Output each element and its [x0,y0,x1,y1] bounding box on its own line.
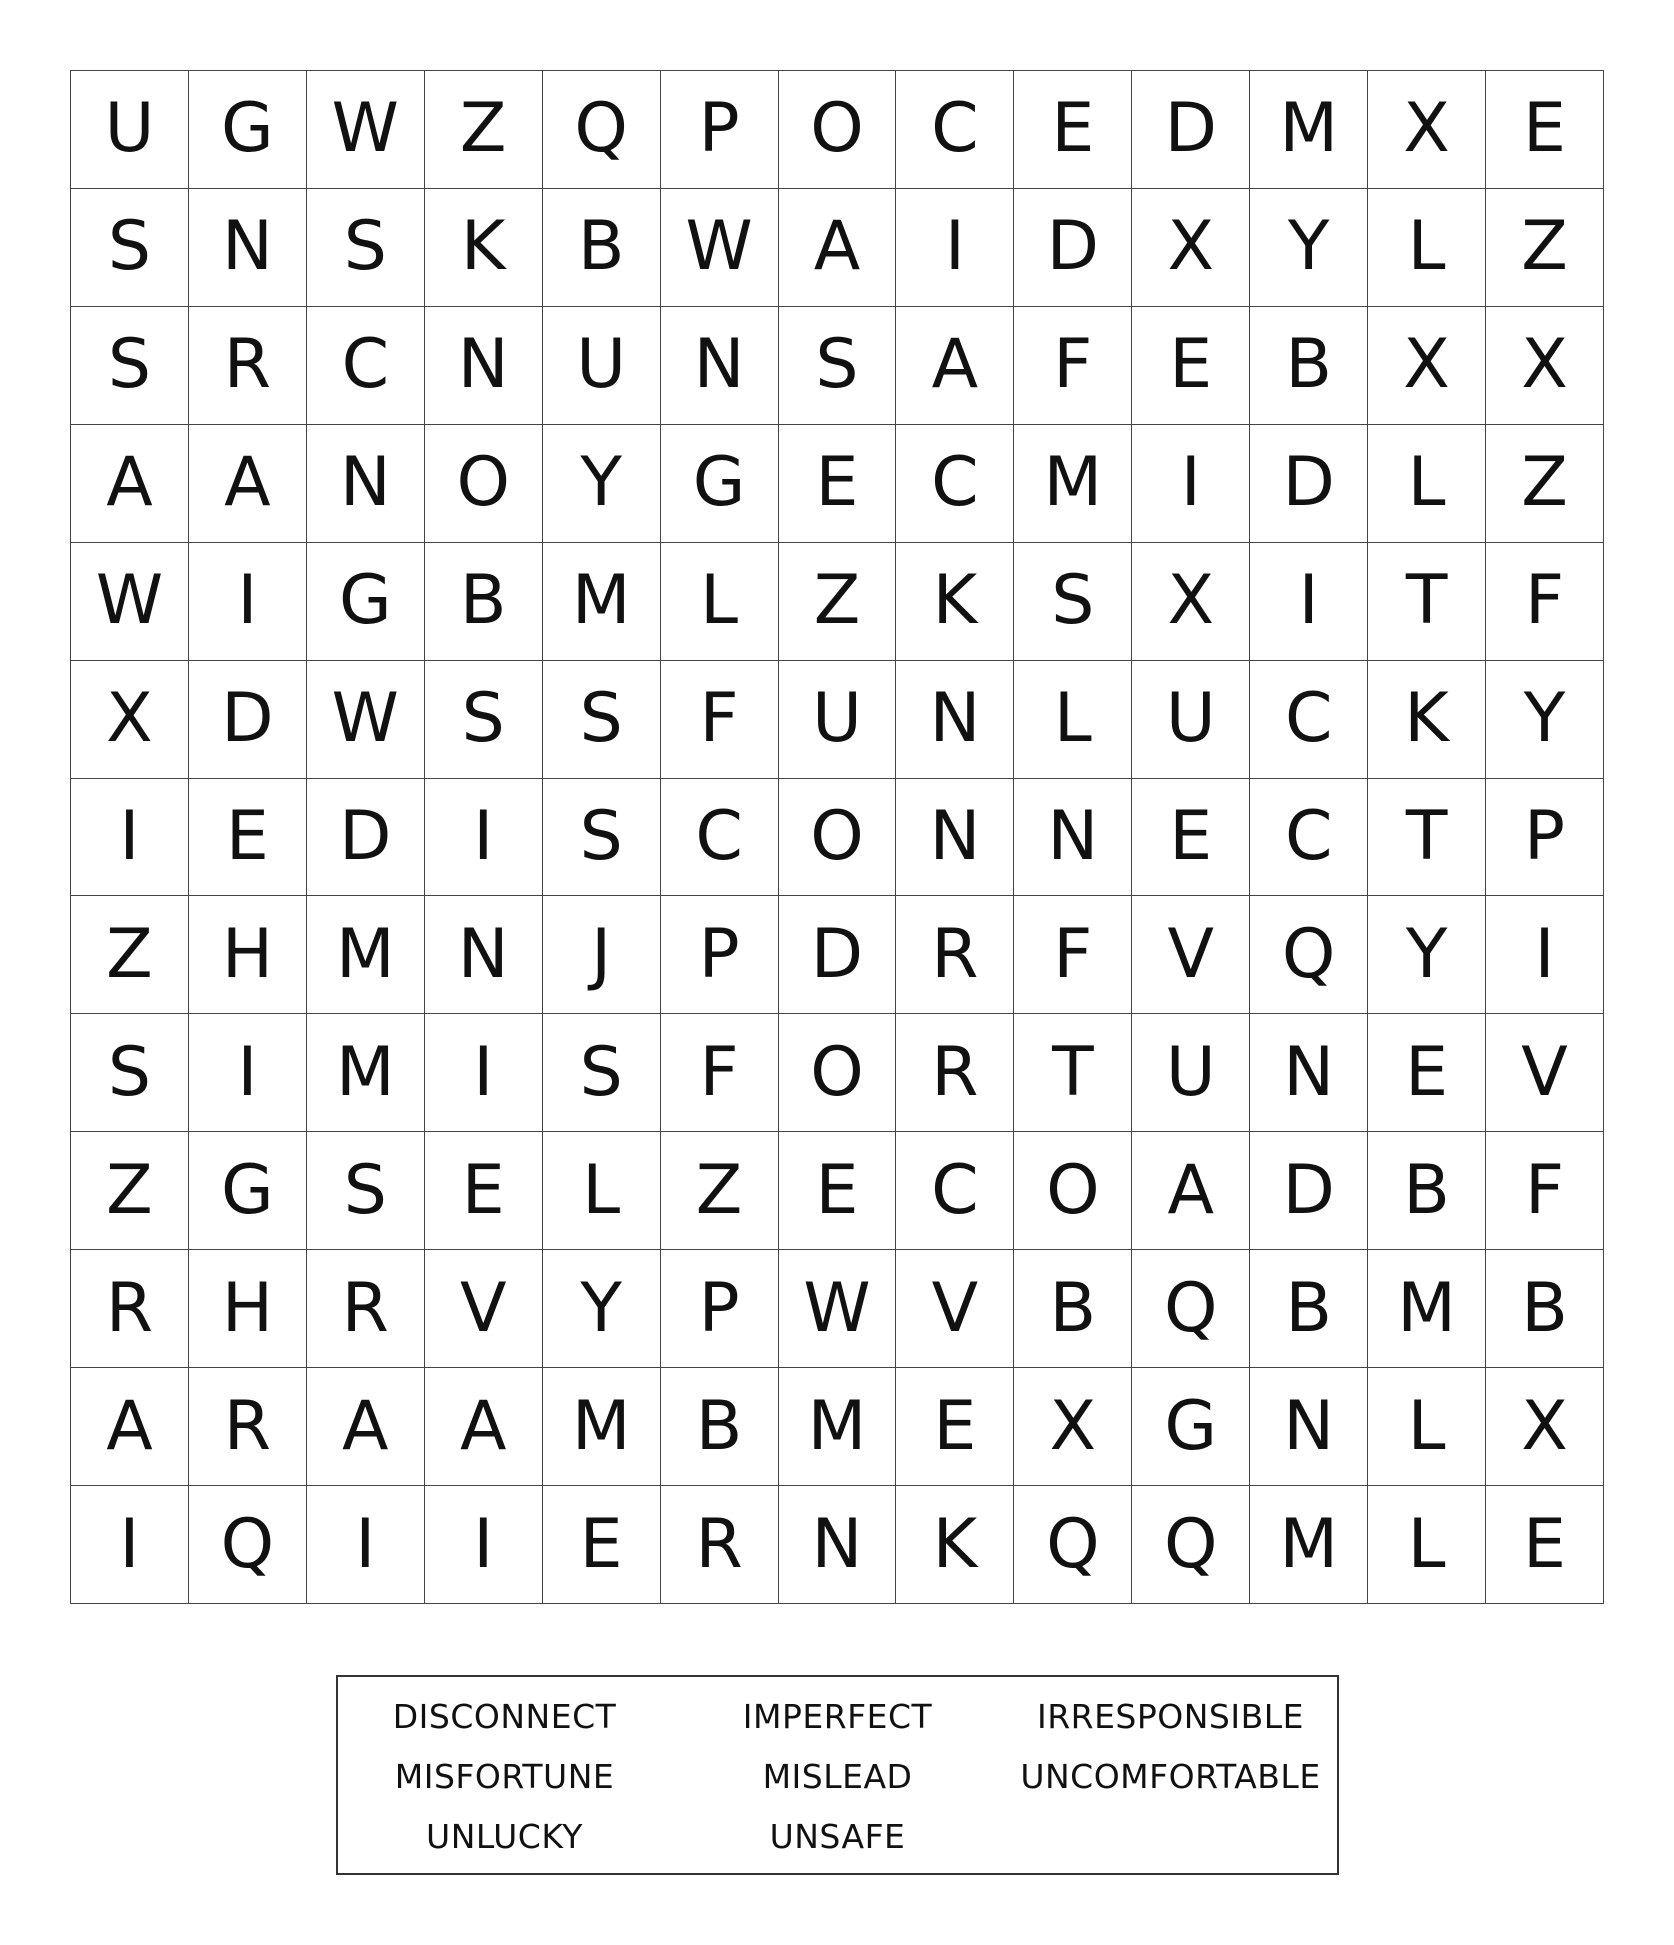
grid-cell-r3-c5[interactable]: G [661,425,779,543]
grid-cell-r10-c0[interactable]: R [71,1250,189,1368]
grid-cell-r11-c3[interactable]: A [425,1368,543,1486]
grid-cell-r3-c12[interactable]: Z [1486,425,1604,543]
grid-cell-r4-c8[interactable]: S [1014,543,1132,661]
grid-cell-r7-c11[interactable]: Y [1368,896,1486,1014]
grid-cell-r10-c8[interactable]: B [1014,1250,1132,1368]
grid-cell-r11-c0[interactable]: A [71,1368,189,1486]
grid-cell-r8-c8[interactable]: T [1014,1014,1132,1132]
grid-cell-r1-c2[interactable]: S [307,189,425,307]
grid-cell-r3-c7[interactable]: C [896,425,1014,543]
grid-cell-r6-c11[interactable]: T [1368,779,1486,897]
grid-cell-r6-c9[interactable]: E [1132,779,1250,897]
grid-cell-r5-c4[interactable]: S [543,661,661,779]
grid-cell-r6-c7[interactable]: N [896,779,1014,897]
grid-cell-r12-c2[interactable]: I [307,1486,425,1604]
grid-cell-r9-c12[interactable]: F [1486,1132,1604,1250]
grid-cell-r6-c2[interactable]: D [307,779,425,897]
grid-cell-r0-c10[interactable]: M [1250,71,1368,189]
word-bank-item: MISLEAD [762,1757,913,1796]
grid-cell-r0-c4[interactable]: Q [543,71,661,189]
grid-cell-r11-c7[interactable]: E [896,1368,1014,1486]
grid-cell-r4-c4[interactable]: M [543,543,661,661]
grid-cell-r12-c6[interactable]: N [779,1486,897,1604]
word-bank-item: UNLUCKY [426,1817,583,1856]
grid-cell-r0-c11[interactable]: X [1368,71,1486,189]
grid-cell-r10-c3[interactable]: V [425,1250,543,1368]
grid-cell-r2-c4[interactable]: U [543,307,661,425]
grid-cell-r6-c5[interactable]: C [661,779,779,897]
grid-cell-r3-c6[interactable]: E [779,425,897,543]
grid-cell-r5-c7[interactable]: N [896,661,1014,779]
word-bank-item: UNCOMFORTABLE [1020,1757,1321,1796]
grid-cell-r10-c1[interactable]: H [189,1250,307,1368]
grid-cell-r3-c4[interactable]: Y [543,425,661,543]
grid-cell-r3-c1[interactable]: A [189,425,307,543]
grid-cell-r11-c1[interactable]: R [189,1368,307,1486]
grid-cell-r0-c8[interactable]: E [1014,71,1132,189]
grid-cell-r11-c4[interactable]: M [543,1368,661,1486]
grid-cell-r4-c10[interactable]: I [1250,543,1368,661]
grid-cell-r10-c2[interactable]: R [307,1250,425,1368]
grid-cell-r8-c10[interactable]: N [1250,1014,1368,1132]
grid-cell-r1-c5[interactable]: W [661,189,779,307]
grid-cell-r9-c7[interactable]: C [896,1132,1014,1250]
grid-cell-r5-c10[interactable]: C [1250,661,1368,779]
grid-cell-r0-c9[interactable]: D [1132,71,1250,189]
grid-cell-r4-c9[interactable]: X [1132,543,1250,661]
grid-cell-r5-c8[interactable]: L [1014,661,1132,779]
grid-cell-r9-c9[interactable]: A [1132,1132,1250,1250]
grid-cell-r4-c2[interactable]: G [307,543,425,661]
grid-cell-r8-c5[interactable]: F [661,1014,779,1132]
grid-cell-r7-c5[interactable]: P [661,896,779,1014]
grid-cell-r0-c5[interactable]: P [661,71,779,189]
grid-cell-r8-c9[interactable]: U [1132,1014,1250,1132]
word-bank-item: IMPERFECT [742,1697,933,1736]
grid-cell-r3-c3[interactable]: O [425,425,543,543]
grid-cell-r12-c11[interactable]: L [1368,1486,1486,1604]
grid-cell-r7-c2[interactable]: M [307,896,425,1014]
grid-cell-r12-c0[interactable]: I [71,1486,189,1604]
grid-cell-r3-c0[interactable]: A [71,425,189,543]
grid-cell-r11-c6[interactable]: M [779,1368,897,1486]
grid-cell-r0-c2[interactable]: W [307,71,425,189]
word-bank-item: DISCONNECT [392,1697,617,1736]
grid-cell-r10-c11[interactable]: M [1368,1250,1486,1368]
grid-cell-r8-c0[interactable]: S [71,1014,189,1132]
grid-cell-r2-c5[interactable]: N [661,307,779,425]
grid-cell-r3-c10[interactable]: D [1250,425,1368,543]
grid-cell-r8-c2[interactable]: M [307,1014,425,1132]
grid-cell-r8-c7[interactable]: R [896,1014,1014,1132]
grid-cell-r12-c3[interactable]: I [425,1486,543,1604]
grid-cell-r5-c1[interactable]: D [189,661,307,779]
grid-cell-r9-c2[interactable]: S [307,1132,425,1250]
grid-cell-r11-c12[interactable]: X [1486,1368,1604,1486]
grid-cell-r10-c6[interactable]: W [779,1250,897,1368]
grid-cell-r4-c1[interactable]: I [189,543,307,661]
grid-cell-r2-c12[interactable]: X [1486,307,1604,425]
grid-cell-r7-c1[interactable]: H [189,896,307,1014]
grid-cell-r7-c0[interactable]: Z [71,896,189,1014]
grid-cell-r5-c12[interactable]: Y [1486,661,1604,779]
grid-cell-r11-c11[interactable]: L [1368,1368,1486,1486]
grid-cell-r10-c9[interactable]: Q [1132,1250,1250,1368]
grid-cell-r7-c7[interactable]: R [896,896,1014,1014]
grid-cell-r4-c12[interactable]: F [1486,543,1604,661]
grid-cell-r9-c11[interactable]: B [1368,1132,1486,1250]
grid-cell-r9-c6[interactable]: E [779,1132,897,1250]
grid-cell-r8-c1[interactable]: I [189,1014,307,1132]
grid-cell-r2-c6[interactable]: S [779,307,897,425]
grid-cell-r9-c4[interactable]: L [543,1132,661,1250]
grid-cell-r1-c11[interactable]: L [1368,189,1486,307]
grid-cell-r11-c10[interactable]: N [1250,1368,1368,1486]
grid-cell-r1-c8[interactable]: D [1014,189,1132,307]
grid-cell-r10-c5[interactable]: P [661,1250,779,1368]
word-bank [336,1675,1339,1875]
grid-cell-r7-c4[interactable]: J [543,896,661,1014]
grid-cell-r9-c0[interactable]: Z [71,1132,189,1250]
grid-cell-r8-c4[interactable]: S [543,1014,661,1132]
grid-cell-r0-c12[interactable]: E [1486,71,1604,189]
grid-cell-r2-c9[interactable]: E [1132,307,1250,425]
grid-cell-r11-c2[interactable]: A [307,1368,425,1486]
grid-cell-r6-c6[interactable]: O [779,779,897,897]
grid-cell-r7-c3[interactable]: N [425,896,543,1014]
word-bank-item: MISFORTUNE [394,1757,615,1796]
grid-cell-r6-c8[interactable]: N [1014,779,1132,897]
grid-cell-r1-c3[interactable]: K [425,189,543,307]
grid-cell-r11-c9[interactable]: G [1132,1368,1250,1486]
word-bank-item: UNSAFE [769,1817,906,1856]
grid-cell-r5-c3[interactable]: S [425,661,543,779]
grid-cell-r4-c3[interactable]: B [425,543,543,661]
grid-cell-r8-c12[interactable]: V [1486,1014,1604,1132]
grid-cell-r7-c6[interactable]: D [779,896,897,1014]
grid-cell-r9-c3[interactable]: E [425,1132,543,1250]
grid-cell-r5-c5[interactable]: F [661,661,779,779]
grid-cell-r6-c0[interactable]: I [71,779,189,897]
grid-cell-r2-c11[interactable]: X [1368,307,1486,425]
grid-cell-r2-c3[interactable]: N [425,307,543,425]
grid-cell-r5-c0[interactable]: X [71,661,189,779]
grid-cell-r2-c0[interactable]: S [71,307,189,425]
grid-cell-r6-c12[interactable]: P [1486,779,1604,897]
grid-cell-r8-c6[interactable]: O [779,1014,897,1132]
grid-cell-r12-c9[interactable]: Q [1132,1486,1250,1604]
grid-cell-r11-c5[interactable]: B [661,1368,779,1486]
grid-cell-r12-c10[interactable]: M [1250,1486,1368,1604]
grid-cell-r2-c10[interactable]: B [1250,307,1368,425]
grid-cell-r1-c4[interactable]: B [543,189,661,307]
grid-cell-r1-c9[interactable]: X [1132,189,1250,307]
grid-cell-r6-c4[interactable]: S [543,779,661,897]
grid-cell-r7-c8[interactable]: F [1014,896,1132,1014]
grid-cell-r4-c6[interactable]: Z [779,543,897,661]
grid-cell-r10-c4[interactable]: Y [543,1250,661,1368]
grid-cell-r2-c2[interactable]: C [307,307,425,425]
grid-cell-r10-c10[interactable]: B [1250,1250,1368,1368]
grid-cell-r3-c11[interactable]: L [1368,425,1486,543]
grid-cell-r7-c9[interactable]: V [1132,896,1250,1014]
grid-cell-r4-c11[interactable]: T [1368,543,1486,661]
grid-cell-r6-c1[interactable]: E [189,779,307,897]
letter-grid [70,70,1604,1604]
grid-cell-r9-c8[interactable]: O [1014,1132,1132,1250]
grid-cell-r1-c10[interactable]: Y [1250,189,1368,307]
grid-cell-r9-c5[interactable]: Z [661,1132,779,1250]
grid-cell-r0-c0[interactable]: U [71,71,189,189]
grid-cell-r1-c12[interactable]: Z [1486,189,1604,307]
grid-cell-r0-c7[interactable]: C [896,71,1014,189]
grid-cell-r6-c3[interactable]: I [425,779,543,897]
grid-cell-r3-c9[interactable]: I [1132,425,1250,543]
grid-cell-r5-c11[interactable]: K [1368,661,1486,779]
grid-cell-r12-c8[interactable]: Q [1014,1486,1132,1604]
grid-cell-r9-c10[interactable]: D [1250,1132,1368,1250]
grid-cell-r10-c12[interactable]: B [1486,1250,1604,1368]
grid-cell-r5-c2[interactable]: W [307,661,425,779]
grid-cell-r0-c3[interactable]: Z [425,71,543,189]
grid-cell-r3-c2[interactable]: N [307,425,425,543]
grid-cell-r7-c12[interactable]: I [1486,896,1604,1014]
grid-cell-r2-c1[interactable]: R [189,307,307,425]
grid-cell-r5-c9[interactable]: U [1132,661,1250,779]
grid-cell-r3-c8[interactable]: M [1014,425,1132,543]
grid-cell-r12-c12[interactable]: E [1486,1486,1604,1604]
grid-cell-r10-c7[interactable]: V [896,1250,1014,1368]
grid-cell-r12-c4[interactable]: E [543,1486,661,1604]
grid-cell-r11-c8[interactable]: X [1014,1368,1132,1486]
grid-cell-r4-c7[interactable]: K [896,543,1014,661]
grid-cell-r6-c10[interactable]: C [1250,779,1368,897]
grid-cell-r1-c0[interactable]: S [71,189,189,307]
grid-cell-r7-c10[interactable]: Q [1250,896,1368,1014]
grid-cell-r12-c7[interactable]: K [896,1486,1014,1604]
grid-cell-r12-c1[interactable]: Q [189,1486,307,1604]
grid-cell-r0-c1[interactable]: G [189,71,307,189]
grid-cell-r4-c5[interactable]: L [661,543,779,661]
word-bank-item: IRRESPONSIBLE [1036,1697,1304,1736]
grid-cell-r5-c6[interactable]: U [779,661,897,779]
grid-cell-r1-c1[interactable]: N [189,189,307,307]
grid-cell-r4-c0[interactable]: W [71,543,189,661]
grid-cell-r8-c3[interactable]: I [425,1014,543,1132]
grid-cell-r2-c7[interactable]: A [896,307,1014,425]
grid-cell-r8-c11[interactable]: E [1368,1014,1486,1132]
grid-cell-r1-c7[interactable]: I [896,189,1014,307]
grid-cell-r2-c8[interactable]: F [1014,307,1132,425]
grid-cell-r9-c1[interactable]: G [189,1132,307,1250]
grid-cell-r1-c6[interactable]: A [779,189,897,307]
grid-cell-r12-c5[interactable]: R [661,1486,779,1604]
grid-cell-r0-c6[interactable]: O [779,71,897,189]
